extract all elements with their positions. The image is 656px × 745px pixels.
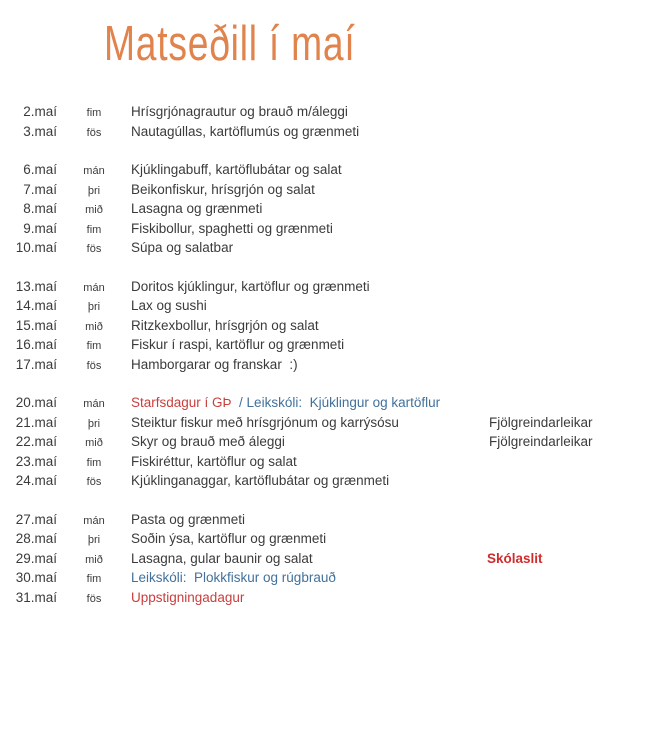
- menu-row: [0, 355, 656, 375]
- meal-text: [131, 471, 656, 491]
- meal-text: [131, 122, 656, 142]
- day-cell: þri: [87, 417, 101, 430]
- day-cell: mán: [83, 514, 105, 527]
- date-cell: 29.maí: [15, 550, 57, 566]
- meal-segment: Kjúklinganaggar, kartöflubátar og grænmeti: [131, 473, 390, 488]
- day-cell: mán: [83, 398, 105, 410]
- menu-row: [0, 432, 656, 452]
- menu-row: [0, 296, 656, 316]
- meal-segment: Beikonfiskur, hrísgrjón og salat: [131, 181, 315, 197]
- date-cell: 13.maí: [15, 278, 57, 294]
- menu-row: [0, 510, 656, 530]
- date-cell: 17.maí: [15, 356, 57, 372]
- meal-segment: Skyr og brauð með áleggi: [131, 434, 285, 449]
- menu-row: [0, 122, 656, 142]
- meal-text: [131, 393, 656, 413]
- menu-row: [0, 219, 656, 239]
- meal-text: [131, 588, 656, 608]
- meal-segment: Fiskur í raspi, kartöflur og grænmeti: [131, 337, 345, 352]
- date-cell: 22.maí: [15, 434, 57, 449]
- meal-text: [131, 277, 656, 297]
- day-cell: mið: [85, 553, 103, 566]
- meal-text: [131, 199, 656, 219]
- meal-text: [131, 238, 656, 258]
- day-cell: fim: [86, 456, 102, 469]
- day-cell: mið: [85, 437, 103, 449]
- meal-segment: Uppstigningadagur: [131, 589, 245, 605]
- menu-row: [0, 316, 656, 336]
- meal-segment: Kjúklingabuff, kartöflubátar og salat: [131, 162, 342, 177]
- day-cell: mán: [83, 281, 105, 294]
- meal-text: [131, 316, 656, 336]
- menu-row: [0, 238, 656, 258]
- date-cell: 15.maí: [15, 317, 57, 333]
- day-cell: þri: [87, 184, 101, 197]
- meal-segment: Pasta og grænmeti: [131, 511, 246, 527]
- menu-row: [0, 199, 656, 219]
- day-cell: fös: [86, 126, 102, 139]
- meal-segment: Ritzkexbollur, hrísgrjón og salat: [131, 317, 319, 333]
- menu-row: [0, 393, 656, 413]
- date-cell: 23.maí: [15, 453, 57, 469]
- meal-segment: Lasagna og grænmeti: [131, 201, 263, 216]
- date-cell: 16.maí: [15, 337, 57, 352]
- menu-week: [0, 160, 656, 258]
- menu-row: [0, 471, 656, 491]
- meal-segment: Steiktur fiskur með hrísgrjónum og karrýsósu: [131, 414, 399, 430]
- meal-segment: Doritos kjúklingur, kartöflur og grænmeti: [131, 278, 370, 294]
- day-cell: fim: [86, 573, 102, 585]
- date-cell: 14.maí: [15, 298, 57, 313]
- menu-row: [0, 452, 656, 472]
- day-cell: fös: [86, 359, 102, 372]
- menu-week: [0, 102, 656, 141]
- note-text: Skólaslit: [487, 550, 543, 566]
- meal-segment: Súpa og salatbar: [131, 240, 234, 255]
- meal-segment: Fiskiréttur, kartöflur og salat: [131, 453, 297, 469]
- menu-row: [0, 102, 656, 122]
- meal-segment: Fiskibollur, spaghetti og grænmeti: [131, 220, 333, 236]
- meal-segment: Lasagna, gular baunir og salat: [131, 550, 313, 566]
- date-cell: 10.maí: [15, 240, 57, 255]
- day-cell: þri: [87, 534, 101, 546]
- meal-segment: Soðin ýsa, kartöflur og grænmeti: [131, 531, 327, 546]
- date-cell: 30.maí: [15, 570, 57, 585]
- date-cell: 20.maí: [15, 395, 57, 410]
- day-cell: fim: [86, 223, 102, 236]
- meal-segment: Starfsdagur í GÞ: [131, 395, 240, 410]
- date-cell: 7.maí: [23, 181, 57, 197]
- meal-text: [131, 568, 656, 588]
- meal-text: [131, 102, 656, 122]
- note-text: Fjölgreindarleikar: [489, 434, 593, 449]
- menu-row: [0, 160, 656, 180]
- day-cell: fös: [86, 243, 102, 255]
- meal-segment: Hamborgarar og franskar :): [131, 356, 298, 372]
- day-cell: fös: [86, 592, 102, 605]
- date-cell: 8.maí: [23, 201, 57, 216]
- day-cell: mið: [85, 204, 103, 216]
- meal-text: [131, 335, 656, 355]
- date-cell: 2.maí: [23, 104, 57, 119]
- day-cell: fös: [86, 476, 102, 488]
- meal-text: [131, 549, 656, 569]
- menu-row: [0, 180, 656, 200]
- date-cell: 27.maí: [15, 511, 57, 527]
- date-cell: 9.maí: [23, 220, 57, 236]
- menu-row: [0, 335, 656, 355]
- day-cell: þri: [87, 301, 101, 313]
- note-text: Fjölgreindarleikar: [489, 414, 593, 430]
- meal-segment: Leikskóli: Plokkfiskur og rúgbrauð: [131, 570, 336, 585]
- meal-text: [131, 452, 656, 472]
- date-cell: 6.maí: [23, 162, 57, 177]
- date-cell: 21.maí: [15, 414, 57, 430]
- menu-list: [0, 102, 656, 626]
- page-title: Matseðill í maí: [104, 17, 356, 71]
- meal-text: [131, 160, 656, 180]
- menu-row: [0, 413, 656, 433]
- meal-text: [131, 219, 656, 239]
- meal-text: [131, 355, 656, 375]
- date-cell: 28.maí: [15, 531, 57, 546]
- meal-text: [131, 296, 656, 316]
- menu-week: [0, 393, 656, 491]
- meal-segment: / Leikskóli: Kjúklingur og kartöflur: [239, 395, 441, 410]
- day-cell: mán: [83, 165, 105, 177]
- meal-segment: Hrísgrjónagrautur og brauð m/áleggi: [131, 104, 348, 119]
- date-cell: 24.maí: [15, 473, 57, 488]
- menu-week: [0, 277, 656, 375]
- meal-segment: Nautagúllas, kartöflumús og grænmeti: [131, 123, 360, 139]
- meal-text: [131, 529, 656, 549]
- meal-text: [131, 180, 656, 200]
- meal-text: [131, 510, 656, 530]
- menu-row: [0, 588, 656, 608]
- day-cell: mið: [85, 320, 103, 333]
- date-cell: 31.maí: [15, 589, 57, 605]
- menu-row: [0, 549, 656, 569]
- menu-row: [0, 568, 656, 588]
- date-cell: 3.maí: [23, 123, 57, 139]
- day-cell: fim: [86, 107, 102, 119]
- menu-row: [0, 529, 656, 549]
- menu-week: [0, 510, 656, 608]
- meal-segment: Lax og sushi: [131, 298, 207, 313]
- menu-row: [0, 277, 656, 297]
- day-cell: fim: [86, 340, 102, 352]
